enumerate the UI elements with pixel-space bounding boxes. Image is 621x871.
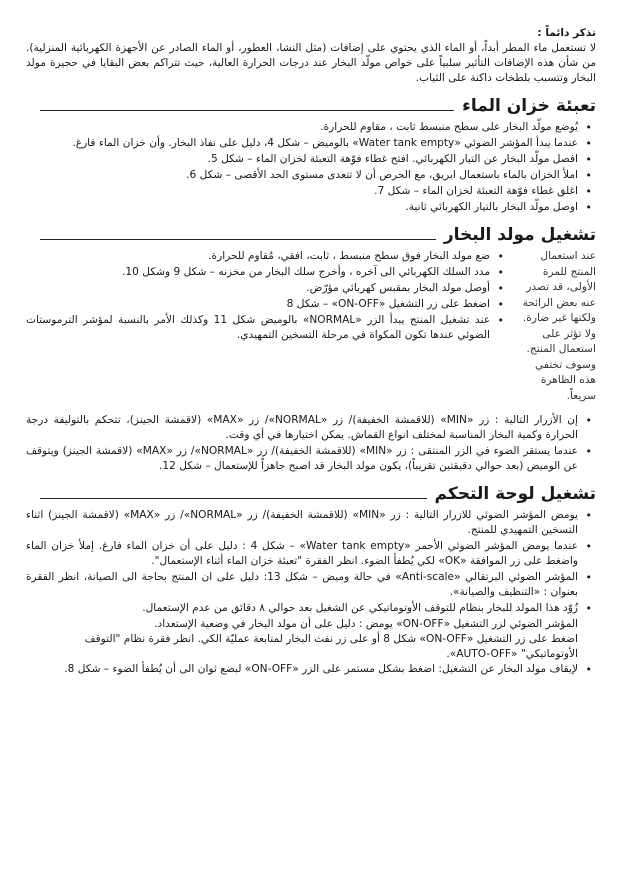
intro-title: تذكر دائماً : [537, 27, 596, 39]
section-control-panel-title: تشغيل لوحة التحكم [434, 484, 596, 504]
bullet-icon: • [585, 201, 592, 214]
list-item: • عند تشغيل المنتج يبدأ الزر «NORMAL» بالوميض شكل 11 وكذلك الأمر بالنسبة لمؤشر الترموستات الضوئي عندها تكون المكواة في مرحلة التسخين التمهيدي. [26, 314, 504, 341]
list-item: • اغلق غطاء فوّهة التعبئة لخزان الماء – شكل 7. [374, 185, 592, 198]
switch-off-list [26, 662, 596, 677]
buttons-list [26, 413, 596, 474]
list-item: • مدد السلك الكهربائي الى آخره ، وأخرج سلك البخار من مخزنه – شكل 9 وشكل 10. [122, 266, 504, 279]
resume-line: اضغط على زر التشغيل «ON-OFF» شكل 8 أو على زر نفث البخار لمتابعة عمليّة الكي. انظر فقرة نظام "التوقف الأوتوماتيكي" «AUTO-OFF». [84, 633, 578, 660]
bullet-icon: • [585, 445, 592, 458]
bullet-icon: • [585, 509, 592, 522]
first-use-sidenote: عند استعمال المنتج للمرة الأولى، قد تصدر عنه بعض الرائحة ولكنها غير ضارة. ولا تؤثر على استعمال المنتج. وسوف تختفي هذه الظاهرة سريعاً. [522, 250, 596, 402]
manual-page [26, 26, 596, 678]
operate-steps [26, 249, 514, 404]
list-item: • إن الأزرار التالية : زر «MIN» (للاقمشة الخفيفة)/ زر «NORMAL»/ زر «MAX» (لاقمشة الجينز)، تتحكم بالتوليفة درجة الحرارة وكمية البخار المناسبة لمختلف انواع القماش. يمكن اختيارها في أي وقت. [26, 414, 592, 441]
bullet-icon: • [585, 185, 592, 198]
standby-line: المؤشر الضوئي لزر التشغيل «ON-OFF» يومض : دليل على أن مولد البخار في وضعية الإستعداد. [154, 618, 578, 630]
fill-tank-list [26, 120, 596, 215]
auto-off-details [26, 617, 596, 662]
bullet-icon: • [585, 571, 592, 584]
list-item: • لإيقاف مولد البخار عن التشغيل: اضغط بشكل مستمر على الزر «ON-OFF» لبضع ثوان الى أن يُطفأ الضوء – شكل 8. [64, 663, 592, 676]
bullet-icon: • [585, 602, 592, 615]
bullet-icon: • [585, 153, 592, 166]
section-fill-tank-header [26, 96, 596, 116]
section-rule [40, 239, 436, 240]
list-item: • افصل مولّد البخار عن التيار الكهربائي. افتح غطاء فوّهة التعبئة لخزان الماء – شكل 5. [207, 153, 592, 166]
section-rule [40, 110, 454, 111]
bullet-icon: • [497, 298, 504, 311]
list-item: • عندما يستقر الضوء في الزر المنتقى : زر «MIN» (للاقمشة الخفيفة)/ زر «NORMAL»/ زر «MAX» (لاقمشة الجينز) ويتوقف عن الوميض (بعد حوالي دقيقتين تقريباً)، يكون مولد البخار قد اصبح جاهزاً للإستعمال – شكل 12. [26, 445, 592, 472]
list-item: • عندما يبدأ المؤشر الضوئي «Water tank empty» بالوميض – شكل 4، دليل على نفاذ البخار. وأن خزان الماء فارغ. [72, 137, 592, 150]
section-operate-title: تشغيل مولد البخار [443, 225, 596, 245]
intro-block [26, 26, 596, 86]
bullet-icon: • [585, 121, 592, 134]
operate-layout [26, 249, 596, 404]
list-item: • يومض المؤشر الضوئي للازرار التالية : زر «MIN» (للاقمشة الخفيفة)/ زر «NORMAL»/ زر «MAX» (لاقمشة الجينز) اثناء التسخين التمهيدي للمنتج. [26, 509, 592, 536]
bullet-icon: • [497, 314, 504, 327]
intro-text: لا تستعمل ماء المطر أبداً، أو الماء الذي يحتوي على إضافات (مثل النشا، العطور، أو الماء الصادر عن الأجهزة الكهربائية المنزلية). من شأن هذه الإضافات التأثير سلبياً على خواص مولّد البخار عند درجات الحرارة العالية، حيث تتراكم بعض البقايا في حجيرة مولد البخار وتتسبب بلطخات داكنة على الثياب. [26, 42, 596, 84]
list-item: • اضغط على زر التشغيل «ON-OFF» – شكل 8 [286, 298, 504, 311]
list-item: • املأ الخزان بالماء باستعمال ابريق، مع الحرص أن لا تتعدى مستوى الحد الأقصى – شكل 6. [186, 169, 592, 182]
bullet-icon: • [585, 137, 592, 150]
control-panel-list [26, 508, 596, 616]
section-fill-tank-title: تعبئة خزان الماء [462, 96, 596, 116]
section-operate-header [26, 225, 596, 245]
list-item: • اوصل مولّد البخار بالتيار الكهربائي ثانية. [405, 201, 592, 214]
list-item: • عندما يومض المؤشر الضوئي الأحمر «Water tank empty» – شكل 4 : دليل على أن خزان الماء فارغ. إملأ خزان الماء واضغط على زر الموافقة «OK» لكي يُطفأ الضوء. انظر الفقرة "تعبئة خزان الماء أثناء الإستعمال". [26, 540, 592, 567]
list-item: • يُوضع مولّد البخار على سطح منبسط ثابت ، مقاوم للحرارة. [320, 121, 592, 134]
bullet-icon: • [497, 266, 504, 279]
list-item: • زُوّد هذا المولد للبخار بنظام للتوقف الأوتوماتيكي عن الشغيل بعد حوالي ٨ دقائق من عدم الإستعمال. [142, 602, 592, 615]
bullet-icon: • [585, 414, 592, 427]
list-item: • ضع مولد البخار فوق سطح منبسط ، ثابت، افقي، مُقاوم للحرارة. [208, 250, 504, 263]
bullet-icon: • [585, 663, 592, 676]
section-control-panel-header [26, 484, 596, 504]
bullet-icon: • [585, 540, 592, 553]
bullet-icon: • [585, 169, 592, 182]
section-rule [40, 498, 427, 499]
bullet-icon: • [497, 250, 504, 263]
bullet-icon: • [497, 282, 504, 295]
list-item: • أوصل مولد البخار بمقبس كهربائي مؤرّض. [306, 282, 504, 295]
operate-list [26, 249, 508, 343]
list-item: • المؤشر الضوئي البرتقالي «Anti-scale» في حالة وميض – شكل 13: دليل على ان المنتج بحاجة الى الصيانة، انظر الفقرة بعنوان : «التنظيف والصيانة». [26, 571, 592, 598]
